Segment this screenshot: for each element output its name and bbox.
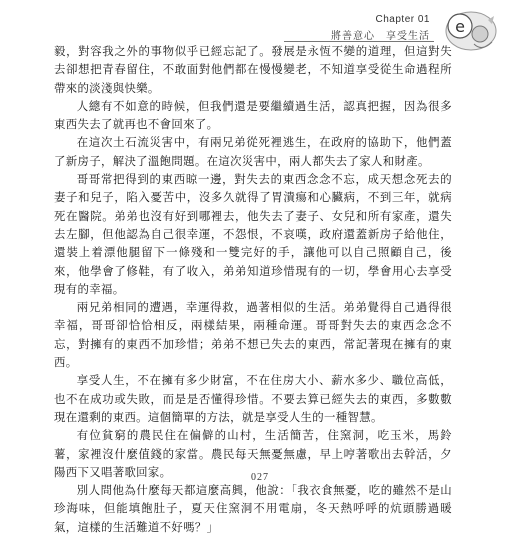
paragraph: 有位貧窮的農民住在偏僻的山村，生活簡苦，住窯洞，吃玉米，馬鈴薯，家裡沒什麼值錢的家當。農民每天無憂無慮，早上哼著歌出去幹活，夕陽西下又唱著歌回家。 <box>54 428 452 479</box>
page-number: 027 <box>251 472 269 483</box>
paragraph: 別人問他為什麼每天都這麼高興，他說：「我衣食無憂，吃的雖然不是山珍海味，但能填飽肚子，夏天住窯洞不用電扇，冬天熱呼呼的炕頭勝過暖氣，這樣的生活難道不好嗎？」 <box>54 483 452 534</box>
paragraph: 享受人生，不在擁有多少財富，不在住房大小、薪水多少、職位高低，也不在成功或失敗，而是是否懂得珍惜。不要去算已經失去的東西，多數數現在還剩的東西。這個簡單的方法，就是享受人生的一種智慧。 <box>54 373 452 424</box>
body-text <box>54 42 452 536</box>
paragraph: 毅，對容我之外的事物似乎已經忘記了。發展是永恆不變的道理，但這對失去卻想把青春留住，不敢面對他們都在慢慢變老，不知道享受從生命過程所帶來的淡淺與快樂。 <box>54 44 452 95</box>
chapter-label: Chapter 01 <box>375 14 430 25</box>
chapter-subtitle: 將善意心 享受生活 <box>331 31 430 42</box>
svg-text:e: e <box>455 17 465 36</box>
paragraph: 哥哥常把得到的東西晾一邊，對失去的東西念念不忘，成天想念死去的妻子和兒子，陷入憂苦中，沒多久就得了胃潰瘍和心臟病，不到三年，就病死在醫院。弟弟也沒有好到哪裡去，他失去了妻子、女兒和所有家產，還失去左腳，但他認為自己很幸運，不怨恨，不哀嘆，政府還蓋新房子給他住，還裝上着漂他腿留下一條殘和一雙完好的手，讓他可以自己照顧自己，後來，他學會了修鞋，有了收入，弟弟知道珍惜現有的一切，學會用心去享受現有的幸福。 <box>54 172 452 296</box>
paragraph: 人總有不如意的時候，但我們還是要繼續過生活，認真把握，因為很多東西失去了就再也不會回來了。 <box>54 98 452 132</box>
paragraph: 兩兄弟相同的遭遇，幸運得救，過著相似的生活。弟弟覺得自己過得很幸福，哥哥卻恰恰相反，兩樣結果，兩種命運。哥哥對失去的東西念念不忘，對擁有的東西不加珍惜；弟弟不想已失去的東西，常記著現在擁有的東西。 <box>54 300 452 370</box>
paragraph: 在這次土石流災害中，有兩兄弟從死裡逃生，在政府的協助下，他們蓋了新房子，解決了溫飽問題。在這次災害中，兩人都失去了家人和財產。 <box>54 135 452 168</box>
